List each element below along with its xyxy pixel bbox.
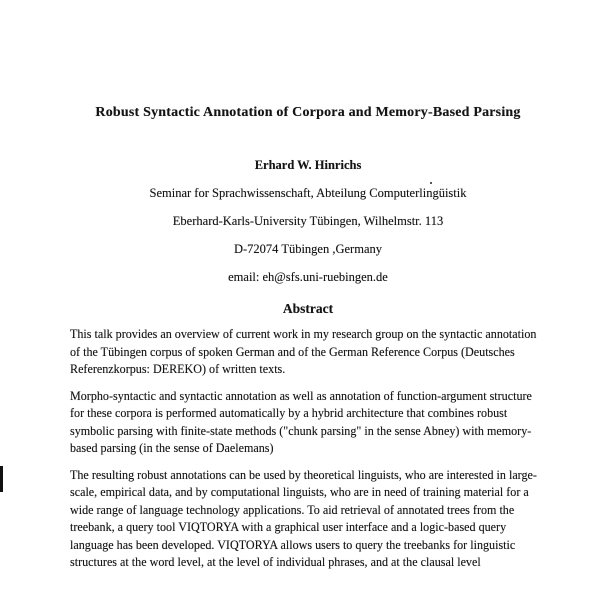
abstract-paragraph-2: Morpho-syntactic and syntactic annotation as well as annotation of function-argument structure for these corpora is performed automatically by a hybrid architecture that combines robust symbolic parsing with finite-state methods ("chunk parsing" in the sense Abney) with memory-based parsing (in the sense of Daelemans) xyxy=(70,388,532,455)
abstract-body xyxy=(70,326,548,581)
scan-speck xyxy=(430,182,432,184)
affiliation-line-department: Seminar for Sprachwissenschaft, Abteilung Computerlingüistik xyxy=(149,186,467,200)
abstract-paragraph-1: This talk provides an overview of current work in my research group on the syntactic annotation of the Tübingen corpus of spoken German and of the German Reference Corpus (Deutsches Referenzkorpus: DEREKO) of written texts. xyxy=(70,327,537,376)
author-name: Erhard W. Hinrichs xyxy=(254,158,362,172)
affiliation-line-university: Eberhard-Karls-University Tübingen, Wilhelmstr. 113 xyxy=(172,214,444,228)
left-margin-scan-artifact xyxy=(0,466,3,492)
abstract-paragraph-3: The resulting robust annotations can be used by theoretical linguists, who are interested in large-scale, empirical data, and by computational linguists, who are in need of training material for a wide range of language technology applications. To aid retrieval of annotated trees from the treebank, a query tool VIQTORYA with a graphical user interface and a logic-based query language has been developed. VIQTORYA allows users to query the treebanks for linguistic structures at the word level, at the level of individual phrases, and at the clausal level xyxy=(70,467,537,569)
paper-title: Robust Syntactic Annotation of Corpora and Memory-Based Parsing xyxy=(95,105,521,120)
affiliation-line-city: D-72074 Tübingen ,Germany xyxy=(233,242,382,256)
abstract-heading: Abstract xyxy=(282,301,334,316)
affiliation-line-email: email: eh@sfs.uni-ruebingen.de xyxy=(228,270,388,284)
